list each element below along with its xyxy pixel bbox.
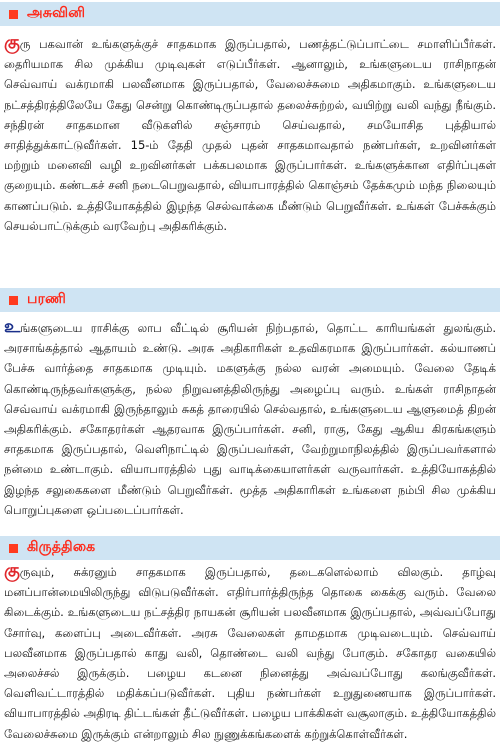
drop-letter: உ [4,316,21,337]
paragraph-text: ரு பகவான் உங்களுக்குச் சாதகமாக இருப்பதால், பணத்தட்டுப்பாட்டை சமாளிப்பீர்கள். தைரியமாக சில முக்கிய முடிவுகள் எடுப்பீர்கள். ஆனாலும், உங்களுடைய ராசிநாதன் செவ்வாய் வக்ரமாகி பலவீனமாக இருப்பதால், வேலைச்சுமை அதிகமாகும். உங்களுடைய நட்சத்திரத்திலேயே கேது சென்று கொண்டிருப்பதால் தலைச்சுற்றல், வயிற்று வலி வந்து நீங்கும். சந்திரன் சாதகமான வீடுகளில் சஞ்சாரம் செய்வதால், சமயோசித புத்தியால் சாதித்துக்காட்டுவீர்கள். 15-ம் தேதி முதல் புதன் சாதகமாவதால் நண்பர்கள், உறவினர்கள் மற்றும் மனைவி வழி உறவினர்கள் பக்கபலமாக இருப்பார்கள். உங்களுக்கான எதிர்ப்புகள் குறையும். கண்டகச் சனி நடைபெறுவதால், வியாபாரத்தில் கொஞ்சம் தேக்கமும் மந்த நிலையும் காணப்படும். உத்தியோகத்தில் இழந்த செல்வாக்கை மீண்டும் பெறுவீர்கள். உங்கள் பேச்சுக்கும் செயல்பாட்டுக்கும் வரவேற்பு அதிகரிக்கும். [4,37,496,233]
bullet-icon [9,544,18,553]
section-paragraph [4,318,496,520]
drop-letter: கு [4,560,20,581]
section-paragraph [4,562,496,744]
bullet-icon [9,10,18,19]
section-paragraph [4,34,496,236]
section-title: அசுவினி [27,5,86,21]
section-title: கிருத்திகை [27,539,96,555]
section-header-bharani [0,288,500,312]
section-header-ashwini [0,2,500,26]
paragraph-text: ருவும், சுக்ரனும் சாதகமாக இருப்பதால், தடைகளெல்லாம் விலகும். தாழ்வு மனப்பான்மையிலிருந்து விடுபடுவீர்கள். எதிர்பார்த்திருந்த தொகை கைக்கு வரும். வேலை கிடைக்கும். உங்களுடைய நட்சத்திர நாயகன் சூரியன் பலவீனமாக இருப்பதால், அவ்வப்போது சோர்வு, களைப்பு அடைவீர்கள். அரசு வேலைகள் தாமதமாக முடிவடையும். செவ்வாய் பலவீனமாக இருப்பதால் காது வலி, தொண்டை வலி வந்து போகும். சகோதர வகையில் அலைச்சல் இருக்கும். பழைய கடனை நினைத்து அவ்வப்போது கலங்குவீர்கள். வெளிவட்டாரத்தில் மதிக்கப்படுவீர்கள். புதிய நண்பர்கள் உறுதுணையாக இருப்பார்கள். வியாபாரத்தில் அதிரடி திட்டங்கள் தீட்டுவீர்கள். பழைய பாக்கிகள் வசூலாகும். உத்தியோகத்தில் வேலைச்சுமை இருக்கும் என்றாலும் சில நுணுக்கங்களைக் கற்றுக்கொள்வீர்கள். [4,565,496,741]
drop-letter: கு [4,32,20,53]
bullet-icon [9,296,18,305]
section-header-krittika [0,536,500,560]
section-title: பரணி [27,291,67,307]
paragraph-text: ங்களுடைய ராசிக்கு லாப வீட்டில் சூரியன் நிற்பதால், தொட்ட காரியங்கள் துலங்கும். அரசாங்கத்தால் ஆதாயம் உண்டு. அரசு அதிகாரிகள் உதவிகரமாக இருப்பார்கள். கல்யாணப் பேச்சு வார்த்தை சாதகமாக முடியும். மகளுக்கு நல்ல வரன் அமையும். வேலை தேடிக் கொண்டிருந்தவர்களுக்கு, நல்ல நிறுவனத்திலிருந்து அழைப்பு வரும். உங்கள் ராசிநாதன் செவ்வாய் வக்ரமாகி இருந்தாலும் சுகத் தாரையில் செல்வதால், உங்களுடைய ஆளுமைத் திறன் அதிகரிக்கும். சகோதரர்கள் ஆதரவாக இருப்பார்கள். சனி, ராகு, கேது ஆகிய கிரகங்களும் சாதகமாக இருப்பதால், வெளிநாட்டில் இருப்பவர்கள், வேற்றுமாநிலத்தில் இருப்பவர்களால் நன்மை உண்டாகும். வியாபாரத்தில் புது வாடிக்கையாளர்கள் வருவார்கள். உத்தியோகத்தில் இழந்த சலுகைகளை மீண்டும் பெறுவீர்கள். மூத்த அதிகாரிகள் உங்களை நம்பி சில முக்கிய பொறுப்புகளை ஒப்படைப்பார்கள். [4,321,496,517]
